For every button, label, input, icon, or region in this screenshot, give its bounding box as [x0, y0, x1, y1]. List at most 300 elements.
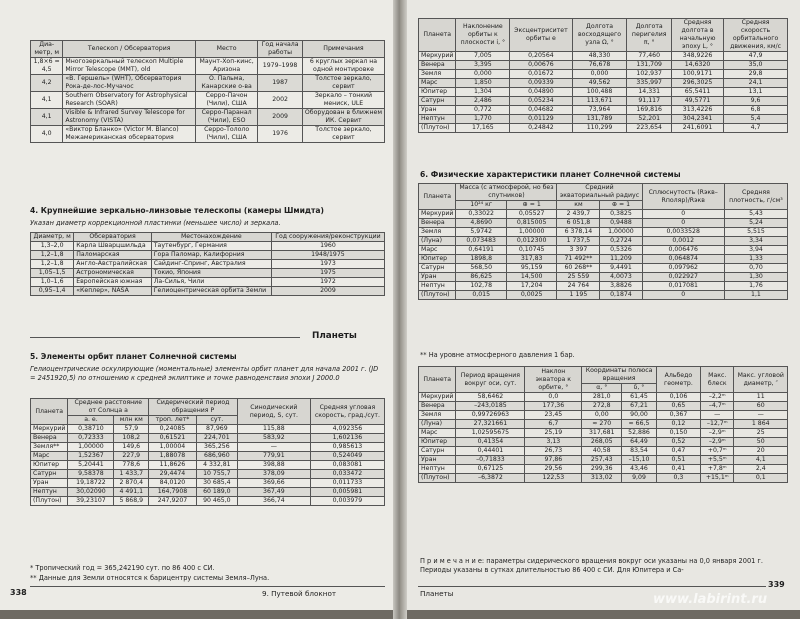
table-cell: 14,331: [627, 88, 671, 97]
table-cell: 25: [734, 429, 788, 438]
table-cell: 25,19: [525, 429, 582, 438]
table-cell: 47,9: [724, 52, 788, 61]
table-cell: 11,209: [600, 255, 642, 264]
column-header: ⊕ = 1: [506, 201, 556, 210]
table-cell: 9,58378: [68, 470, 114, 479]
table-cell: 0: [642, 219, 724, 228]
table-cell: 0,011733: [310, 479, 384, 488]
table-cell: 335,997: [627, 79, 671, 88]
table-cell: 29,4474: [149, 470, 197, 479]
table-cell: 9,09: [622, 474, 657, 483]
column-header: а. е.: [68, 416, 114, 425]
schmidt-table: [30, 232, 385, 296]
table-cell: Гора Паломар, Калифорния: [151, 251, 271, 260]
table-cell: 0,097962: [642, 264, 724, 273]
table-cell: 17,204: [506, 282, 556, 291]
table-cell: Уран: [419, 456, 456, 465]
table-cell: (Луна): [419, 237, 456, 246]
table-cell: 0,00: [582, 411, 622, 420]
table-row: [419, 210, 788, 219]
table-row: [31, 75, 385, 92]
column-header: Место: [195, 41, 257, 58]
table-cell: Земля: [419, 411, 456, 420]
table-cell: Венера: [419, 402, 456, 411]
table-row: [419, 246, 788, 255]
table-cell: 0: [642, 291, 724, 300]
column-header: Планета: [419, 184, 456, 210]
table-cell: 1975: [271, 269, 384, 278]
table-cell: 0,5326: [600, 246, 642, 255]
table-cell: 0,20564: [510, 52, 572, 61]
physical-title: 6. Физические характеристики планет Солнечной системы: [420, 170, 681, 179]
table-cell: 367,49: [237, 488, 310, 497]
rotation-note: П р и м е ч а н и е: параметры сидерического вращения вокруг оси указаны на 0,0 января 2001 г. Периоды указаны в сутках длительностью 86 400 с СИ. Для Юпитера и Са-: [420, 557, 763, 574]
table-cell: Англо-Австралийская: [74, 260, 152, 269]
table-cell: 0,3825: [600, 210, 642, 219]
table-row: [31, 251, 385, 260]
table-cell: Нептун: [419, 282, 456, 291]
table-cell: 11,8626: [149, 461, 197, 470]
table-cell: 0,1874: [600, 291, 642, 300]
table-cell: 0,073483: [456, 237, 506, 246]
column-header: Диаметр, м: [31, 233, 74, 242]
table-cell: 5,24: [724, 219, 787, 228]
table-cell: 2 439,7: [557, 210, 600, 219]
table-cell: Юпитер: [419, 255, 456, 264]
table-cell: Многозеркальный телескоп Multiple Mirror Telescope (MMT), old: [63, 58, 196, 75]
table-cell: 25 559: [557, 273, 600, 282]
column-header: Период вращения вокруг оси, сут.: [456, 367, 525, 393]
column-header: Синодический период, S, сут.: [237, 399, 310, 425]
table-cell: 131,789: [572, 115, 627, 124]
table-cell: 4,8690: [456, 219, 506, 228]
table-cell: 1,30: [724, 273, 787, 282]
column-header: 10²⁴ кг: [456, 201, 506, 210]
table-cell: 60 189,0: [196, 488, 237, 497]
column-header: Средняя угловая скорость, град./сут.: [310, 399, 384, 425]
table-row: [419, 124, 788, 133]
column-header: Масса (с атмосферой, но без спутников): [456, 184, 557, 201]
table-cell: Карла Шварцшильда: [74, 242, 152, 251]
table-cell: 1,0–1,6: [31, 278, 74, 287]
table-cell: 1,00000: [68, 443, 114, 452]
table-cell: 5,43: [724, 210, 787, 219]
orbits-title: 5. Элементы орбит планет Солнечной системы: [30, 352, 237, 361]
table-cell: Southern Observatory for Astrophysical Research (SOAR): [63, 92, 196, 109]
table-cell: 131,709: [627, 61, 671, 70]
table-row: [31, 497, 385, 506]
table-cell: 0,09339: [510, 79, 572, 88]
table-cell: 0,04890: [510, 88, 572, 97]
table-cell: 0,524049: [310, 452, 384, 461]
table-cell: –6,3872: [456, 474, 525, 483]
table-cell: (Луна): [419, 420, 456, 429]
table-cell: Маунт-Хоп-кинс, Аризона: [195, 58, 257, 75]
table-cell: Меркурий: [419, 393, 456, 402]
orbits-table: [30, 398, 385, 506]
table-cell: Земля: [419, 70, 456, 79]
table-cell: +15,1ᵐ: [701, 474, 734, 483]
table-cell: –12,7ᵐ: [701, 420, 734, 429]
table-cell: 2,486: [456, 97, 510, 106]
table-cell: 0,9488: [600, 219, 642, 228]
table-cell: 778,6: [114, 461, 149, 470]
column-header: δ, °: [622, 384, 657, 393]
table-cell: Юпитер: [419, 438, 456, 447]
table-cell: 0,04682: [510, 106, 572, 115]
table-cell: 348,9226: [671, 52, 723, 61]
table-cell: 3,13: [525, 438, 582, 447]
table-cell: 7,005: [456, 52, 510, 61]
table-cell: Серро-Тололо (Чили), США: [195, 126, 257, 143]
table-cell: 0,70: [724, 264, 787, 273]
table-cell: 0,0: [525, 393, 582, 402]
table-cell: 91,117: [627, 97, 671, 106]
table-cell: 224,701: [196, 434, 237, 443]
table-cell: Земля**: [31, 443, 68, 452]
table-cell: 1,00000: [600, 228, 642, 237]
column-header: Местонахождение: [151, 233, 271, 242]
column-header: млн км: [114, 416, 149, 425]
table-row: [31, 434, 385, 443]
table-cell: Сатурн: [419, 447, 456, 456]
table-cell: 0,64191: [456, 246, 506, 255]
table-row: [419, 411, 788, 420]
table-cell: 1960: [271, 242, 384, 251]
table-cell: 281,0: [582, 393, 622, 402]
table-cell: 4,0: [31, 126, 63, 143]
column-header: α, °: [582, 384, 622, 393]
table-cell: 6 круглых зеркал на одной монтировке: [302, 58, 384, 75]
table-cell: 13,1: [724, 88, 788, 97]
rotation-table: [418, 366, 788, 483]
table-cell: 4 491,1: [114, 488, 149, 497]
right-running-title: Планеты: [420, 589, 454, 598]
table-cell: 0,67125: [456, 465, 525, 474]
table-cell: 0,1: [734, 474, 788, 483]
column-header: Год сооружения/реконструкции: [271, 233, 384, 242]
table-row: [31, 260, 385, 269]
table-cell: 1979–1998: [258, 58, 303, 75]
table-cell: 0,33022: [456, 210, 506, 219]
table-cell: Марс: [31, 452, 68, 461]
table-cell: 57,9: [114, 425, 149, 434]
table-row: [419, 264, 788, 273]
table-cell: 113,671: [572, 97, 627, 106]
table-cell: 87,969: [196, 425, 237, 434]
table-cell: Нептун: [419, 115, 456, 124]
table-cell: «Кеплер», NASA: [74, 287, 152, 296]
table-cell: Марс: [419, 79, 456, 88]
table-cell: 247,9207: [149, 497, 197, 506]
table-cell: 1972: [271, 278, 384, 287]
column-header: Макс. блеск: [701, 367, 734, 393]
table-row: [31, 269, 385, 278]
column-header: Сидерический период обращения P: [149, 399, 238, 416]
table-cell: 110,299: [572, 124, 627, 133]
table-cell: 0,000: [572, 70, 627, 79]
table-cell: –2,9ᵐ: [701, 429, 734, 438]
table-cell: 398,88: [237, 461, 310, 470]
table-row: [419, 429, 788, 438]
table-cell: —: [701, 411, 734, 420]
table-cell: 0,61521: [149, 434, 197, 443]
table-cell: 0,41: [656, 465, 700, 474]
table-cell: 4 332,81: [196, 461, 237, 470]
table-row: [419, 393, 788, 402]
table-cell: 0,012300: [506, 237, 556, 246]
table-cell: Толстое зеркало, сервит: [302, 126, 384, 143]
physical-table: [418, 183, 788, 300]
column-header: Макс. угловой диаметр, ″: [734, 367, 788, 393]
table-cell: Паломарская: [74, 251, 152, 260]
table-cell: Венера: [419, 61, 456, 70]
table-cell: –2,2ᵐ: [701, 393, 734, 402]
table-cell: 30 685,4: [196, 479, 237, 488]
table-cell: 1,2–1,8: [31, 251, 74, 260]
table-row: [419, 106, 788, 115]
table-row: [419, 228, 788, 237]
table-cell: 0,00676: [510, 61, 572, 70]
table-row: [31, 452, 385, 461]
table-row: [31, 287, 385, 296]
table-cell: Астрономическая: [74, 269, 152, 278]
table-cell: 366,74: [237, 497, 310, 506]
table-cell: 1,770: [456, 115, 510, 124]
table-cell: 1,1: [724, 291, 787, 300]
column-header: Долгота перигелия π, °: [627, 19, 671, 52]
table-cell: 1,304: [456, 88, 510, 97]
table-cell: Марс: [419, 429, 456, 438]
table-cell: 5 868,9: [114, 497, 149, 506]
table-cell: —: [237, 443, 310, 452]
table-cell: Серро-Паранал (Чили), ESO: [195, 109, 257, 126]
table-cell: 17,165: [456, 124, 510, 133]
table-cell: Нептун: [31, 488, 68, 497]
table-cell: 583,92: [237, 434, 310, 443]
table-cell: 4,7: [724, 124, 788, 133]
table-cell: 19,18722: [68, 479, 114, 488]
table-cell: 313,4226: [671, 106, 723, 115]
table-cell: 0,022927: [642, 273, 724, 282]
table-cell: Ла-Силья, Чили: [151, 278, 271, 287]
column-header: Средняя долгота в начальную эпоху L, °: [671, 19, 723, 52]
table-row: [419, 282, 788, 291]
planets-heading: Планеты: [312, 331, 357, 341]
table-cell: 6 051,8: [557, 219, 600, 228]
table-row: [419, 88, 788, 97]
table-cell: 48,330: [572, 52, 627, 61]
table-row: [419, 52, 788, 61]
table-cell: Венера: [419, 219, 456, 228]
orbits-footnote-1: * Тропический год = 365,242190 сут. по 86 400 с СИ.: [30, 564, 215, 572]
table-row: [31, 425, 385, 434]
right-footer-rule: [418, 586, 766, 587]
table-cell: 272,8: [582, 402, 622, 411]
table-cell: 52,886: [622, 429, 657, 438]
table-cell: 313,02: [582, 474, 622, 483]
column-header: Планета: [419, 367, 456, 393]
table-cell: 108,2: [114, 434, 149, 443]
table-cell: 1 737,5: [557, 237, 600, 246]
table-cell: 0,017081: [642, 282, 724, 291]
table-cell: 4,2: [31, 75, 63, 92]
table-cell: 0,0033528: [642, 228, 724, 237]
table-cell: –15,10: [622, 456, 657, 465]
table-cell: 3,34: [724, 237, 787, 246]
table-row: [419, 420, 788, 429]
column-header: Диа-метр, м: [31, 41, 63, 58]
table-cell: 20: [734, 447, 788, 456]
table-cell: 0,38710: [68, 425, 114, 434]
table-cell: +5,5ᵐ: [701, 456, 734, 465]
column-header: Среднее расстояние от Солнца a: [68, 399, 149, 416]
column-header: Альбедо геометр.: [656, 367, 700, 393]
table-cell: 3,94: [724, 246, 787, 255]
table-cell: 26,73: [525, 447, 582, 456]
table-cell: 1898,8: [456, 255, 506, 264]
right-page-number: 339: [768, 580, 785, 589]
table-cell: ≈ 66,5: [622, 420, 657, 429]
table-cell: 0,52: [656, 438, 700, 447]
table-cell: 2,4: [734, 465, 788, 474]
column-header: Наклонение орбиты к плоскости i, °: [456, 19, 510, 52]
table-cell: 1 433,7: [114, 470, 149, 479]
column-header: Год начала работы: [258, 41, 303, 58]
table-cell: 3,8826: [600, 282, 642, 291]
table-cell: 223,654: [627, 124, 671, 133]
table-cell: 100,9171: [671, 70, 723, 79]
table-cell: 169,816: [627, 106, 671, 115]
table-cell: –2,9ᵐ: [701, 438, 734, 447]
table-cell: 0,005981: [310, 488, 384, 497]
table-cell: 1,8×6 = 4,5: [31, 58, 63, 75]
table-cell: 365,256: [196, 443, 237, 452]
table-cell: 1,602136: [310, 434, 384, 443]
table-cell: 2002: [258, 92, 303, 109]
table-cell: 5,20441: [68, 461, 114, 470]
table-cell: 299,36: [582, 465, 622, 474]
table-cell: Таутенбург, Германия: [151, 242, 271, 251]
table-cell: (Плутон): [419, 291, 456, 300]
table-cell: 0,99726963: [456, 411, 525, 420]
table-cell: 1,52367: [68, 452, 114, 461]
table-cell: Серро-Пачон (Чили), США: [195, 92, 257, 109]
table-cell: –0,71833: [456, 456, 525, 465]
table-row: [419, 465, 788, 474]
table-cell: 227,9: [114, 452, 149, 461]
table-cell: 35,0: [724, 61, 788, 70]
table-cell: 686,960: [196, 452, 237, 461]
table-cell: 378,09: [237, 470, 310, 479]
column-header: Средняя скорость орбитального движения, км/с: [724, 19, 788, 52]
telescopes-table: [30, 40, 385, 143]
table-cell: Меркурий: [419, 210, 456, 219]
table-cell: Зеркало – тонкий мениск, ULE: [302, 92, 384, 109]
orbits-footnote-2: ** Данные для Земли относятся к барицентру системы Земля–Луна.: [30, 574, 270, 582]
table-row: [419, 97, 788, 106]
column-header: Сплюснутость (Rэкв–Rполяр)/Rэкв: [642, 184, 724, 210]
table-cell: 11: [734, 393, 788, 402]
column-header: км: [557, 201, 600, 210]
table-cell: +0,7ᵐ: [701, 447, 734, 456]
column-header: Телескоп / Обсерватория: [63, 41, 196, 58]
table-cell: Гелиоцентрическая орбита Земли: [151, 287, 271, 296]
table-cell: 2 870,4: [114, 479, 149, 488]
table-cell: 4,0073: [600, 273, 642, 282]
table-cell: 6,8: [724, 106, 788, 115]
table-cell: 102,937: [627, 70, 671, 79]
table-cell: 1987: [258, 75, 303, 92]
physical-footnote: ** На уровне атмосферного давления 1 бар.: [420, 351, 575, 359]
table-cell: 0,033472: [310, 470, 384, 479]
table-cell: 304,2341: [671, 115, 723, 124]
table-row: [419, 447, 788, 456]
table-cell: 1,88078: [149, 452, 197, 461]
table-cell: 49,562: [572, 79, 627, 88]
table-cell: Уран: [31, 479, 68, 488]
table-cell: 369,66: [237, 479, 310, 488]
column-header: сут.: [196, 416, 237, 425]
table-row: [419, 237, 788, 246]
table-cell: 0,015: [456, 291, 506, 300]
table-cell: 2009: [271, 287, 384, 296]
table-cell: (Плутон): [419, 474, 456, 483]
table-cell: Уран: [419, 273, 456, 282]
table-cell: 84,0120: [149, 479, 197, 488]
table-cell: 6 378,14: [557, 228, 600, 237]
table-row: [31, 443, 385, 452]
table-cell: 60: [734, 402, 788, 411]
table-row: [31, 461, 385, 470]
table-cell: 317,83: [506, 255, 556, 264]
table-row: [31, 58, 385, 75]
table-cell: 100,488: [572, 88, 627, 97]
table-cell: 71 492**: [557, 255, 600, 264]
table-cell: 0,150: [656, 429, 700, 438]
table-cell: 4,1: [31, 92, 63, 109]
table-cell: 0,10745: [506, 246, 556, 255]
table-cell: 0,47: [656, 447, 700, 456]
table-cell: 14,6320: [671, 61, 723, 70]
table-cell: Меркурий: [31, 425, 68, 434]
table-cell: Сатурн: [31, 470, 68, 479]
table-cell: 29,56: [525, 465, 582, 474]
column-header: Примечания: [302, 41, 384, 58]
table-cell: 1976: [258, 126, 303, 143]
table-cell: 95,159: [506, 264, 556, 273]
table-cell: 0,72333: [68, 434, 114, 443]
table-cell: 65,5411: [671, 88, 723, 97]
table-cell: 0,05527: [506, 210, 556, 219]
table-cell: 0,41354: [456, 438, 525, 447]
table-cell: 1,02595675: [456, 429, 525, 438]
table-row: [419, 291, 788, 300]
table-cell: Толстое зеркало, сервит: [302, 75, 384, 92]
table-row: [31, 109, 385, 126]
table-cell: Уран: [419, 106, 456, 115]
table-cell: 1 195: [557, 291, 600, 300]
table-cell: 67,21: [622, 402, 657, 411]
table-cell: 2009: [258, 109, 303, 126]
table-cell: Юпитер: [419, 88, 456, 97]
table-cell: 27,321661: [456, 420, 525, 429]
table-cell: 241,6091: [671, 124, 723, 133]
table-cell: О. Пальма, Канарские о-ва: [195, 75, 257, 92]
table-cell: 40,58: [582, 447, 622, 456]
table-cell: 122,53: [525, 474, 582, 483]
table-row: [419, 474, 788, 483]
